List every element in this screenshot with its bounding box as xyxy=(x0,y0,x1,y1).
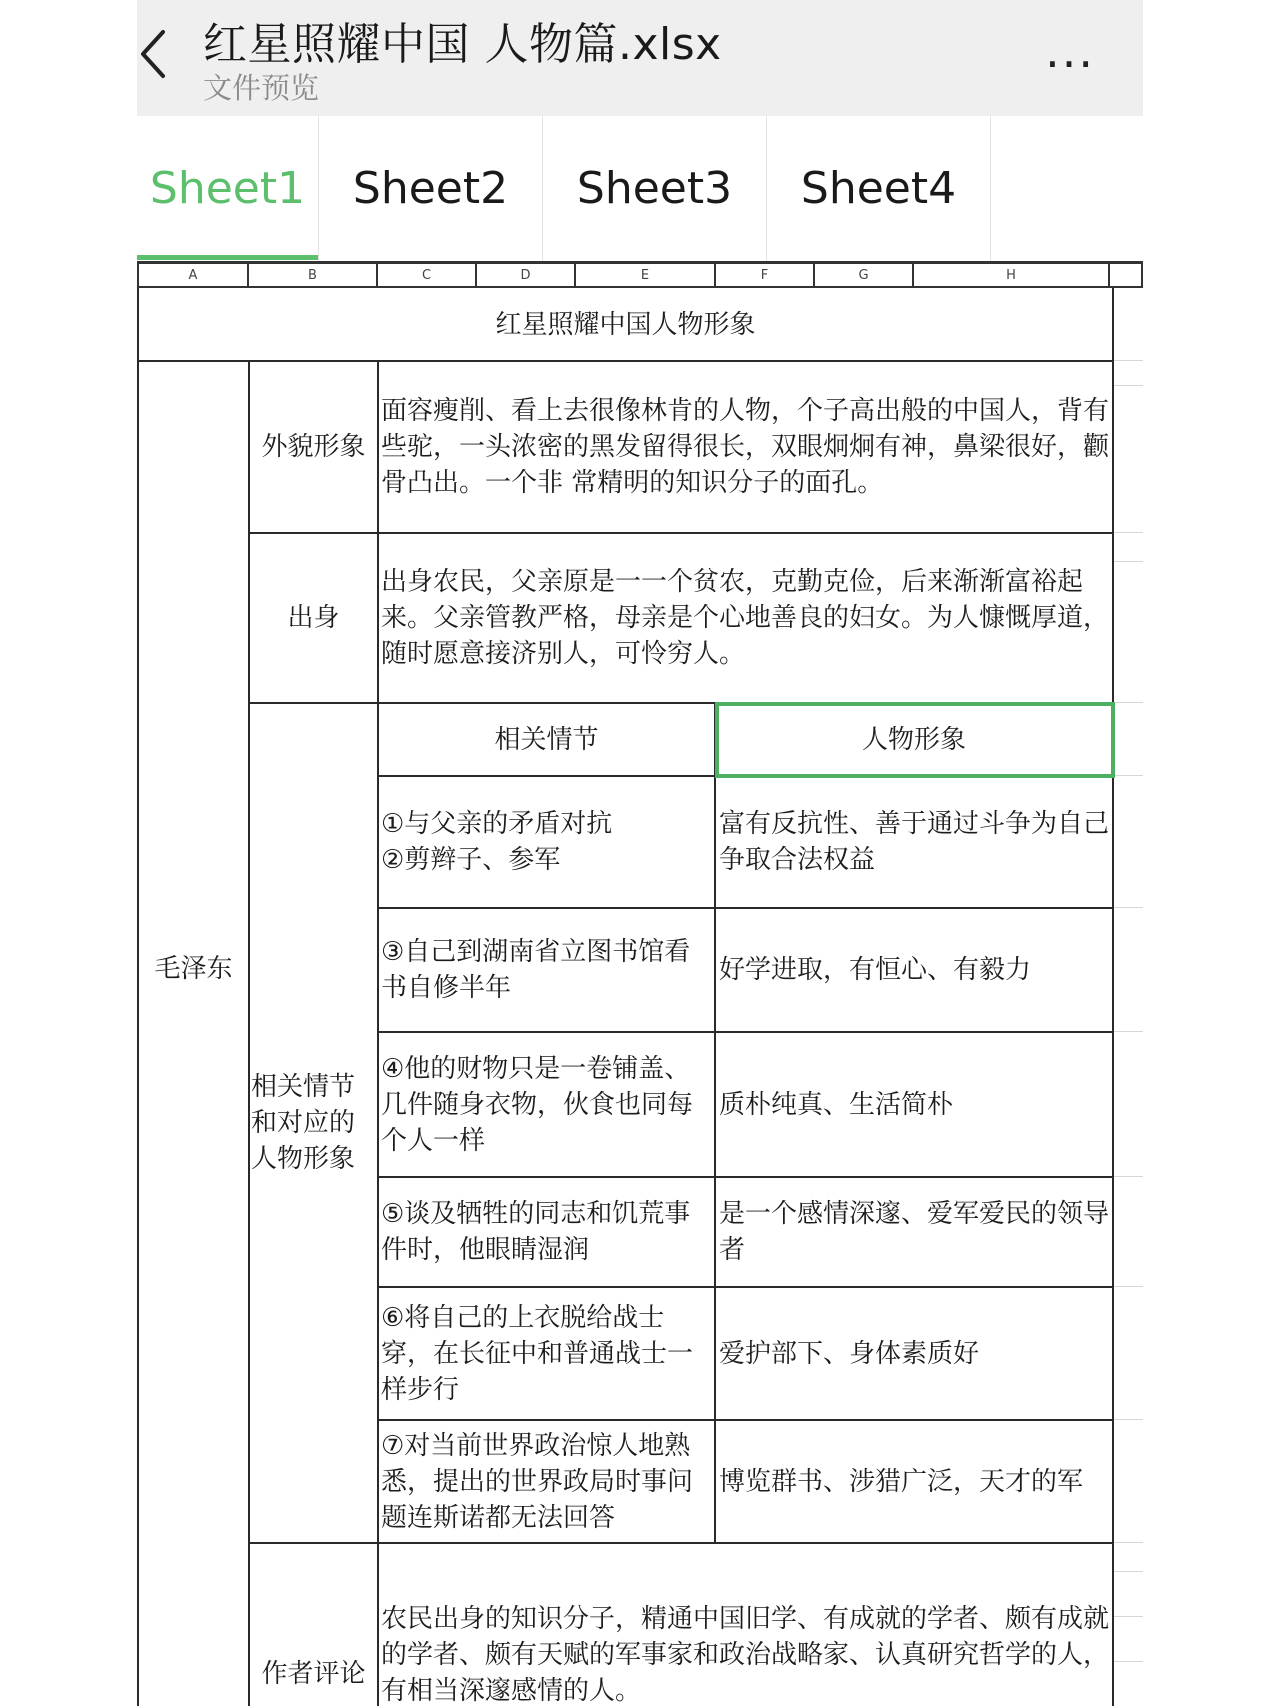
plot-cell-4[interactable]: ⑤谈及牺牲的同志和饥荒事件时，他眼睛湿润 xyxy=(381,1199,691,1265)
appearance-label-cell[interactable]: 外貌形象 xyxy=(261,432,366,462)
column-header-g[interactable]: G xyxy=(813,261,914,288)
image-cell-5[interactable]: 爱护部下、身体素质好 xyxy=(719,1338,980,1369)
column-header-f[interactable]: F xyxy=(714,261,815,288)
tab-sheet3[interactable]: Sheet3 xyxy=(543,116,767,261)
image-cell-3[interactable]: 质朴纯真、生活简朴 xyxy=(719,1089,954,1120)
sheet-title-cell[interactable]: 红星照耀中国人物形象 xyxy=(495,309,756,340)
column-header-e[interactable]: E xyxy=(574,261,716,288)
back-button[interactable] xyxy=(137,24,177,84)
origin-label-cell[interactable]: 出身 xyxy=(287,603,340,633)
plot-cell-6[interactable]: ⑦对当前世界政治惊人地熟悉，提出的世界政局时事问题连斯诺都无法回答 xyxy=(381,1430,694,1533)
image-header-cell[interactable]: 人物形象 xyxy=(861,724,966,755)
app-header xyxy=(137,0,1143,116)
image-cell-2[interactable]: 好学进取，有恒心、有毅力 xyxy=(719,955,1032,985)
active-tab-indicator xyxy=(137,255,318,260)
person-name-cell[interactable]: 毛泽东 xyxy=(154,954,233,984)
plot-cell-5[interactable]: ⑥将自己的上衣脱给战士穿，在长征中和普通战士一样步行 xyxy=(381,1302,694,1405)
comment-label-cell[interactable]: 作者评论 xyxy=(261,1659,366,1689)
more-options-icon[interactable]: ... xyxy=(1045,24,1095,78)
plot-header-cell[interactable]: 相关情节 xyxy=(494,724,599,755)
plot-cell-3[interactable]: ④他的财物只是一卷铺盖、几件随身衣物，伙食也同每个人一样 xyxy=(381,1053,694,1156)
column-header-a[interactable]: A xyxy=(137,261,249,288)
column-header-h[interactable]: H xyxy=(912,261,1110,288)
appearance-text-cell[interactable]: 面容瘦削、看上去很像林肯的人物，个子高出般的中国人，背有些驼，一头浓密的黑发留得很长，双眼炯炯有神，鼻梁很好，颧骨凸出。一个非 常精明的知识分子的面孔。 xyxy=(381,396,1110,498)
chevron-left-icon xyxy=(137,24,177,84)
image-cell-4[interactable]: 是一个感情深邃、爱军爱民的领导者 xyxy=(719,1199,1110,1265)
origin-text-cell[interactable]: 出身农民，父亲原是一一个贫农，克勤克俭，后来渐渐富裕起来。父亲管教严格，母亲是个心地善良的妇女。为人慷慨厚道，随时愿意接济别人，可怜穷人。 xyxy=(381,567,1110,669)
image-cell-1[interactable]: 富有反抗性、善于通过斗争为自己争取合法权益 xyxy=(719,809,1110,875)
tab-sheet4[interactable]: Sheet4 xyxy=(767,116,991,261)
column-header-b[interactable]: B xyxy=(247,261,378,288)
selected-cell-outline xyxy=(715,702,1115,778)
file-subtitle: 文件预览 xyxy=(203,71,320,105)
column-header-d[interactable]: D xyxy=(475,261,576,288)
image-cell-6[interactable]: 博览群书、涉猎广泛，天才的军 xyxy=(719,1466,1084,1497)
sheet-tabs xyxy=(137,116,1143,261)
grid-line xyxy=(377,361,379,1706)
plot-cell-2[interactable]: ③自己到湖南省立图书馆看书自修半年 xyxy=(381,937,691,1003)
grid-line xyxy=(714,703,716,1543)
episodes-label-cell[interactable]: 相关情节和对应的人物形象 xyxy=(251,1072,356,1174)
plot-cell-1[interactable]: ①与父亲的矛盾对抗 ②剪辫子、参军 xyxy=(381,809,613,875)
spreadsheet[interactable] xyxy=(137,261,1143,1706)
column-header-c[interactable]: C xyxy=(376,261,477,288)
comment-text-cell[interactable]: 农民出身的知识分子，精通中国旧学、有成就的学者、颇有成就的学者、颇有天赋的军事家和政治战略家、认真研究哲学的人，有相当深邃感情的人。 xyxy=(381,1604,1110,1706)
tab-sheet1[interactable]: Sheet1 xyxy=(137,116,319,261)
file-title: 红星照耀中国 人物篇.xlsx xyxy=(203,19,722,70)
column-header-i[interactable] xyxy=(1108,261,1143,288)
tab-sheet2[interactable]: Sheet2 xyxy=(319,116,543,261)
grid-line xyxy=(1112,288,1114,1706)
